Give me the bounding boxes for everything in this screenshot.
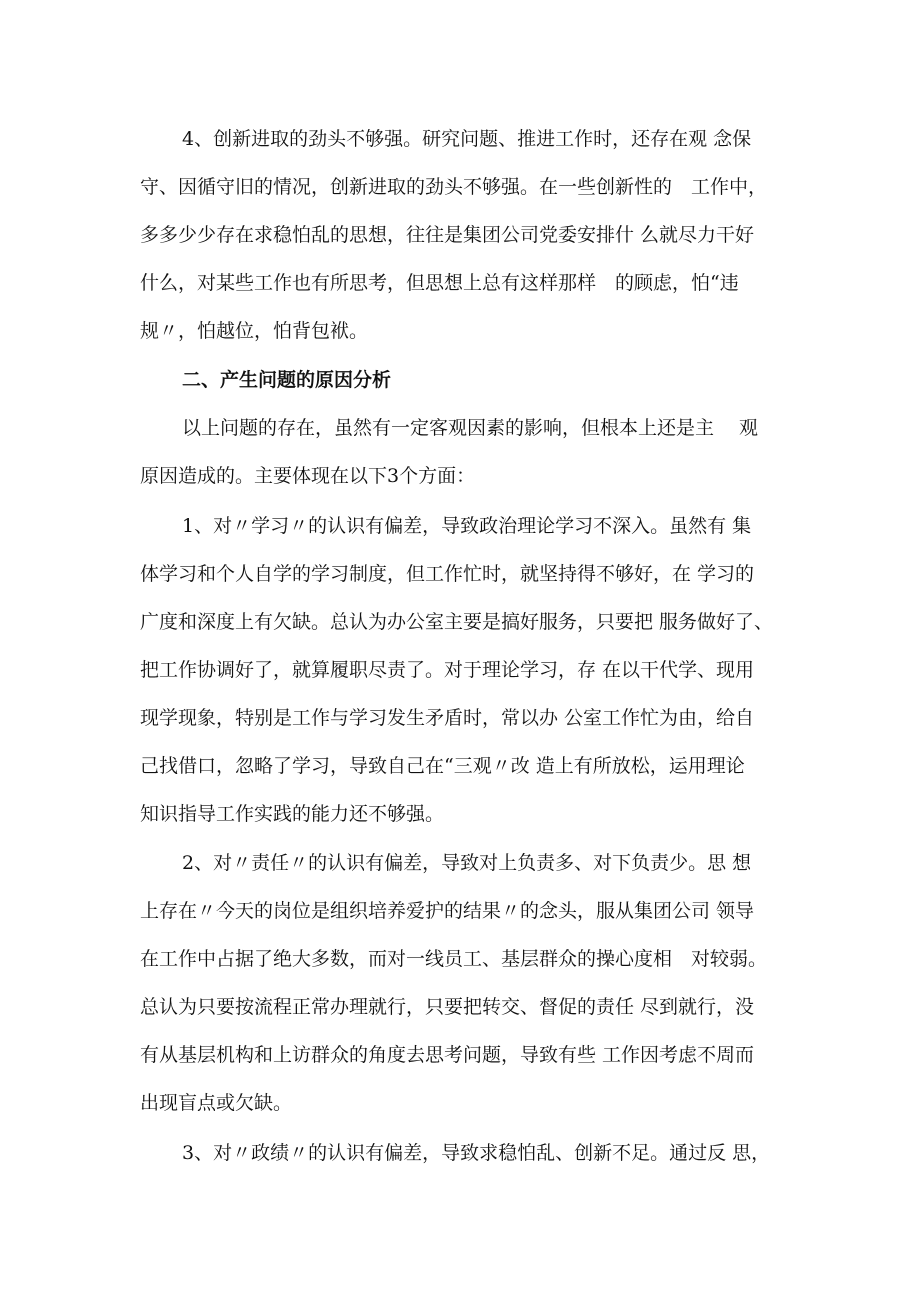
paragraph-1-line-3: 广度和深度上有欠缺。总认为办公室主要是搞好服务，只要把 服务做好了、 xyxy=(140,611,774,633)
paragraph-4-line-4: 什么，对某些工作也有所思考，但思想上总有这样那样 的顾虑，怕“违 xyxy=(140,272,739,294)
paragraph-4-line-2: 守、因循守旧的情况，创新进取的劲头不够强。在一些创新性的 工作中， xyxy=(140,176,768,198)
paragraph-1-line-1: 1、对〃学习〃的认识有偏差，导致政治理论学习不深入。虽然有 集 xyxy=(182,515,752,537)
paragraph-1-line-6: 己找借口，忽略了学习，导致自己在“三观〃改 造上有所放松，运用理论 xyxy=(140,755,745,777)
intro-line-1: 以上问题的存在，虽然有一定客观因素的影响，但根本上还是主 观 xyxy=(182,417,759,439)
paragraph-2-line-3: 在工作中占据了绝大多数，而对一线员工、基层群众的操心度相 对较弱。 xyxy=(140,948,768,970)
paragraph-4-line-3: 多多少少存在求稳怕乱的思想，往往是集团公司党委安排什 么就尽力干好 xyxy=(140,224,755,246)
section-heading-2: 二、产生问题的原因分析 xyxy=(182,369,392,391)
paragraph-2-line-2: 上存在〃今天的岗位是组织培养爱护的结果〃的念头，服从集团公司 领导 xyxy=(140,900,755,922)
paragraph-2-line-1: 2、对〃责任〃的认识有偏差，导致对上负责多、对下负责少。思 想 xyxy=(182,852,752,874)
paragraph-1-line-5: 现学现象，特别是工作与学习发生矛盾时，常以办 公室工作忙为由，给自 xyxy=(140,707,755,729)
paragraph-3-line-1: 3、对〃政绩〃的认识有偏差，导致求稳怕乱、创新不足。通过反 思， xyxy=(182,1142,771,1164)
paragraph-4-line-1: 4、创新进取的劲头不够强。研究问题、推进工作时，还存在观 念保 xyxy=(182,128,752,150)
paragraph-1-line-7: 知识指导工作实践的能力还不够强。 xyxy=(140,803,445,825)
paragraph-1-line-4: 把工作协调好了，就算履职尽责了。对于理论学习，存 在以干代学、现用 xyxy=(140,659,755,681)
paragraph-2-line-5: 有从基层机构和上访群众的角度去思考问题，导致有些 工作因考虑不周而 xyxy=(140,1044,755,1066)
paragraph-4-line-5: 规〃，怕越位，怕背包袱。 xyxy=(140,320,369,342)
paragraph-2-line-4: 总认为只要按流程正常办理就行，只要把转交、督促的责任 尽到就行，没 xyxy=(140,996,755,1018)
paragraph-2-line-6: 出现盲点或欠缺。 xyxy=(140,1092,293,1114)
intro-line-2: 原因造成的。主要体现在以下3个方面： xyxy=(140,465,476,487)
paragraph-1-line-2: 体学习和个人自学的学习制度，但工作忙时，就坚持得不够好，在 学习的 xyxy=(140,563,755,585)
